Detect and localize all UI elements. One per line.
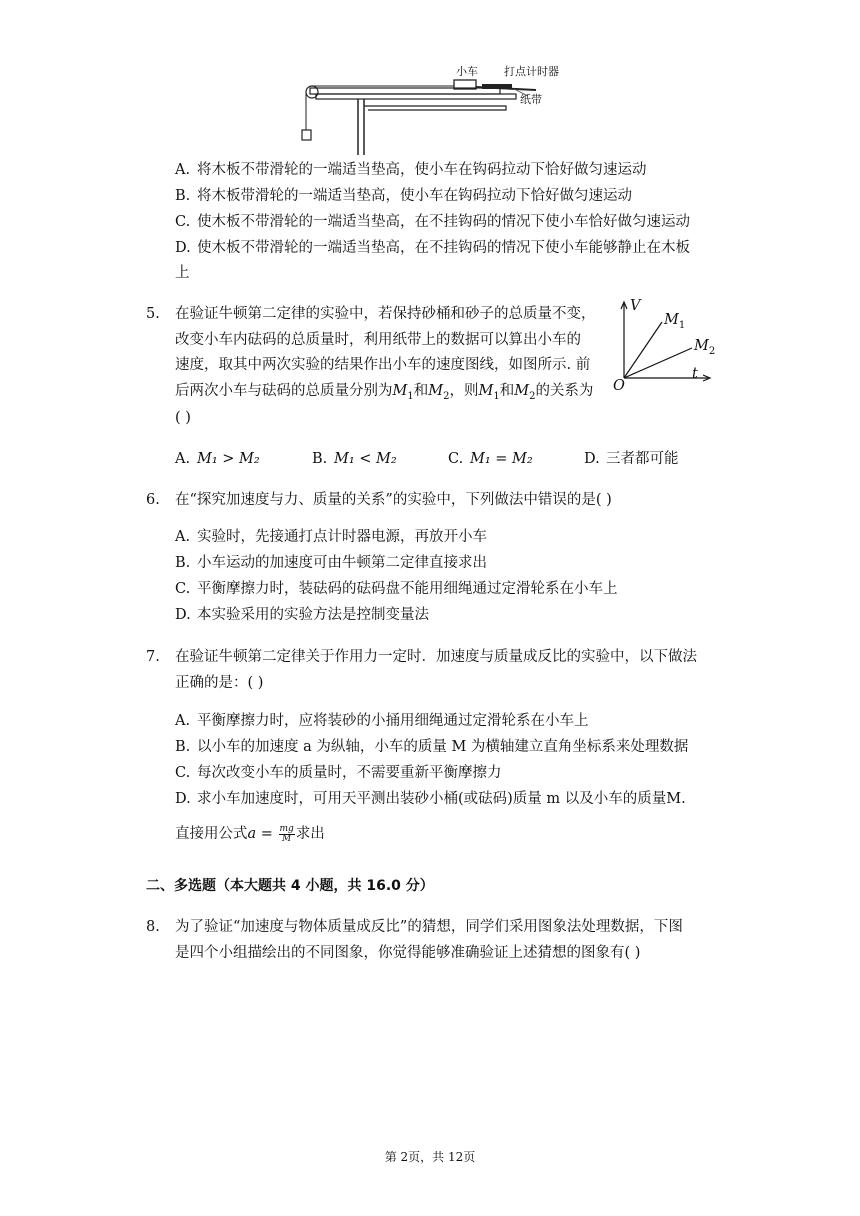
q4-option-b: B. 将木板带滑轮的一端适当垫高，使小车在钩码拉动下恰好做匀速运动 bbox=[175, 188, 632, 204]
q4-option-a: A. 将木板不带滑轮的一端适当垫高，使小车在钩码拉动下恰好做匀速运动 bbox=[175, 162, 647, 178]
q8-stem-line2: 是四个小组描绘出的不同图象，你觉得能够准确验证上述猜想的图象有( ) bbox=[175, 945, 641, 961]
q6-option-a: A. 实验时，先接通打点计时器电源，再放开小车 bbox=[175, 529, 487, 545]
section-title-multi-choice: 二、多选题（本大题共 4 小题，共 16.0 分） bbox=[146, 878, 434, 894]
q5-option-a: A. M₁ > M₂ bbox=[175, 451, 260, 467]
q5-option-d: D. 三者都可能 bbox=[584, 451, 679, 467]
q4-option-d-cont: 上 bbox=[175, 265, 190, 281]
q7-option-c: C. 每次改变小车的质量时，不需要重新平衡摩擦力 bbox=[175, 765, 502, 781]
q5-graph-m2-label: $M_2$ bbox=[694, 338, 716, 357]
q8-stem-line1: 为了验证“加速度与物体质量成反比”的猜想，同学们采用图象法处理数据，下图 bbox=[175, 919, 683, 935]
q4-option-c: C. 使木板不带滑轮的一端适当垫高，在不挂钩码的情况下使小车恰好做匀速运动 bbox=[175, 214, 690, 230]
q6-option-b: B. 小车运动的加速度可由牛顿第二定律直接求出 bbox=[175, 555, 487, 571]
page-footer: 第 2页，共 12页 bbox=[384, 1150, 476, 1164]
q5-graph-m1-label: $M_1$ bbox=[664, 312, 686, 331]
q5-stem-line3: 速度，取其中两次实验的结果作出小车的速度图线，如图所示. 前 bbox=[175, 357, 591, 373]
q6-option-c: C. 平衡摩擦力时，装砝码的砝码盘不能用细绳通过定滑轮系在小车上 bbox=[175, 581, 618, 597]
formula-fraction: $\frac{mg}{M}$ bbox=[279, 823, 294, 844]
q5-graph-origin-label: O bbox=[613, 378, 625, 394]
q5-number: 5. bbox=[146, 306, 160, 322]
q7-option-d-cont: 直接用公式a = $\frac{mg}{M}$ 求出 bbox=[175, 823, 325, 844]
q7-option-a: A. 平衡摩擦力时，应将装砂的小捅用细绳通过定滑轮系在小车上 bbox=[175, 713, 589, 729]
q5-option-b: B. M₁ < M₂ bbox=[312, 451, 397, 467]
q8-number: 8. bbox=[146, 919, 160, 935]
q5-stem-line1: 在验证牛顿第二定律的实验中，若保持砂桶和砂子的总质量不变， bbox=[175, 306, 596, 322]
q5-stem-line4: 后两次小车与砝码的总质量分别为$M_1$和$M_2$，则$M_1$和$M_2$的关系为 bbox=[175, 383, 594, 402]
q5-stem-line5: ( ) bbox=[175, 410, 191, 426]
q7-number: 7. bbox=[146, 649, 160, 665]
q7-stem-line1: 在验证牛顿第二定律关于作用力一定时．加速度与质量成反比的实验中，以下做法 bbox=[175, 649, 697, 665]
q5-graph-t-label: t bbox=[692, 366, 698, 382]
q5-option-c: C. M₁ = M₂ bbox=[448, 451, 533, 467]
q6-number: 6. bbox=[146, 492, 160, 508]
figure-label-car: 小车 bbox=[456, 65, 478, 78]
q7-option-b: B. 以小车的加速度 a 为纵轴，小车的质量 M 为横轴建立直角坐标系来处理数据 bbox=[175, 739, 689, 755]
q5-graph-v-label: V bbox=[630, 298, 641, 314]
figure-label-tape: 纸带 bbox=[520, 93, 542, 106]
q4-option-d: D. 使木板不带滑轮的一端适当垫高，在不挂钩码的情况下使小车能够静止在木板 bbox=[175, 240, 690, 256]
q5-stem-line2: 改变小车内砝码的总质量时，利用纸带上的数据可以算出小车的 bbox=[175, 332, 581, 348]
q6-option-d: D. 本实验采用的实验方法是控制变量法 bbox=[175, 607, 429, 623]
q7-option-d: D. 求小车加速度时，可用天平测出装砂小桶(或砝码)质量 m 以及小车的质量M. bbox=[175, 791, 686, 807]
figure-label-timer: 打点计时器 bbox=[504, 65, 559, 78]
q7-stem-line2: 正确的是：( ) bbox=[175, 675, 264, 691]
q6-stem: 在“探究加速度与力、质量的关系”的实验中，下列做法中错误的是( ) bbox=[175, 492, 612, 508]
